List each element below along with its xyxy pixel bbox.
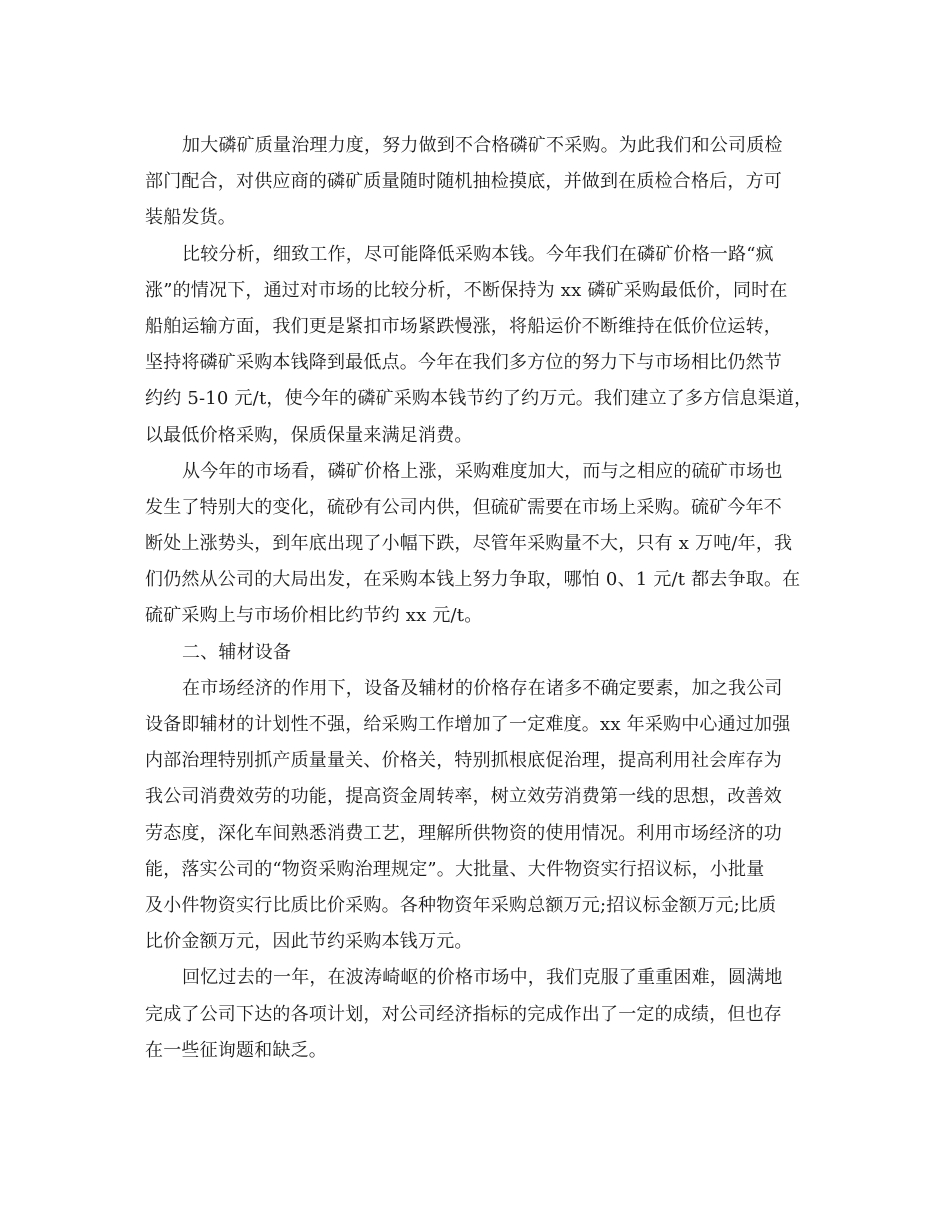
text-line: 发生了特别大的变化，硫砂有公司内供，但硫矿需要在市场上采购。硫矿今年不 xyxy=(145,496,782,518)
text-line: 我公司消费效劳的功能，提高资金周转率，树立效劳消费第一线的思想，改善效 xyxy=(145,786,782,808)
text-line: 坚持将磷矿采购本钱降到最低点。今年在我们多方位的努力下与市场相比仍然节 xyxy=(145,352,782,374)
text-line: 约约 5-10 元/t，使今年的磷矿采购本钱节约了约万元。我们建立了多方信息渠道， xyxy=(145,388,813,410)
text-line: 设备即辅材的计划性不强，给采购工作增加了一定难度。xx 年采购中心通过加强 xyxy=(145,714,791,735)
text-line: 及小件物资实行比质比价采购。各种物资年采购总额万元;招议标金额万元;比质 xyxy=(145,894,777,916)
text-line: 在市场经济的作用下，设备及辅材的价格存在诸多不确定要素，加之我公司 xyxy=(182,677,783,699)
text-line: 能，落实公司的“物资采购治理规定”。大批量、大件物资实行招议标，小批量 xyxy=(145,858,765,880)
text-line: 比价金额万元，因此节约采购本钱万元。 xyxy=(145,931,473,953)
text-line: 加大磷矿质量治理力度，努力做到不合格磷矿不采购。为此我们和公司质检 xyxy=(182,135,783,156)
text-line: 内部治理特别抓产质量量关、价格关，特别抓根底促治理，提高利用社会库存为 xyxy=(145,750,782,772)
text-line: 部门配合，对供应商的磷矿质量随时随机抽检摸底，并做到在质检合格后，方可 xyxy=(145,171,782,193)
text-line: 涨”的情况下，通过对市场的比较分析，不断保持为 xx 磷矿采购最低价，同时在 xyxy=(145,279,788,301)
text-line: 船舶运输方面，我们更是紧扣市场紧跌慢涨，将船运价不断维持在低价位运转， xyxy=(145,315,782,337)
text-line: 完成了公司下达的各项计划，对公司经济指标的完成作出了一定的成绩，但也存 xyxy=(145,1003,782,1025)
text-line: 比较分析，细致工作，尽可能降低采购本钱。今年我们在磷矿价格一路“疯 xyxy=(182,243,774,265)
text-line: 们仍然从公司的大局出发，在采购本钱上努力争取，哪怕 0、1 元/t 都去争取。在 xyxy=(145,569,801,591)
text-line: 以最低价格采购，保质保量来满足消费。 xyxy=(145,424,473,446)
text-line: 装船发货。 xyxy=(145,207,236,229)
text-line: 二、辅材设备 xyxy=(182,641,292,663)
text-line: 劳态度，深化车间熟悉消费工艺，理解所供物资的使用情况。利用市场经济的功 xyxy=(145,822,782,844)
text-line: 断处上涨势头，到年底出现了小幅下跌，尽管年采购量不大，只有 x 万吨/年，我 xyxy=(145,533,793,555)
text-line: 从今年的市场看，磷矿价格上涨，采购难度加大，而与之相应的硫矿市场也 xyxy=(182,460,783,482)
text-line: 回忆过去的一年，在波涛崎岖的价格市场中，我们克服了重重困难，圆满地 xyxy=(182,967,783,989)
text-line: 在一些征询题和缺乏。 xyxy=(145,1039,327,1061)
text-line: 硫矿采购上与市场价相比约节约 xx 元/t。 xyxy=(145,605,483,627)
document-body xyxy=(145,128,817,1069)
